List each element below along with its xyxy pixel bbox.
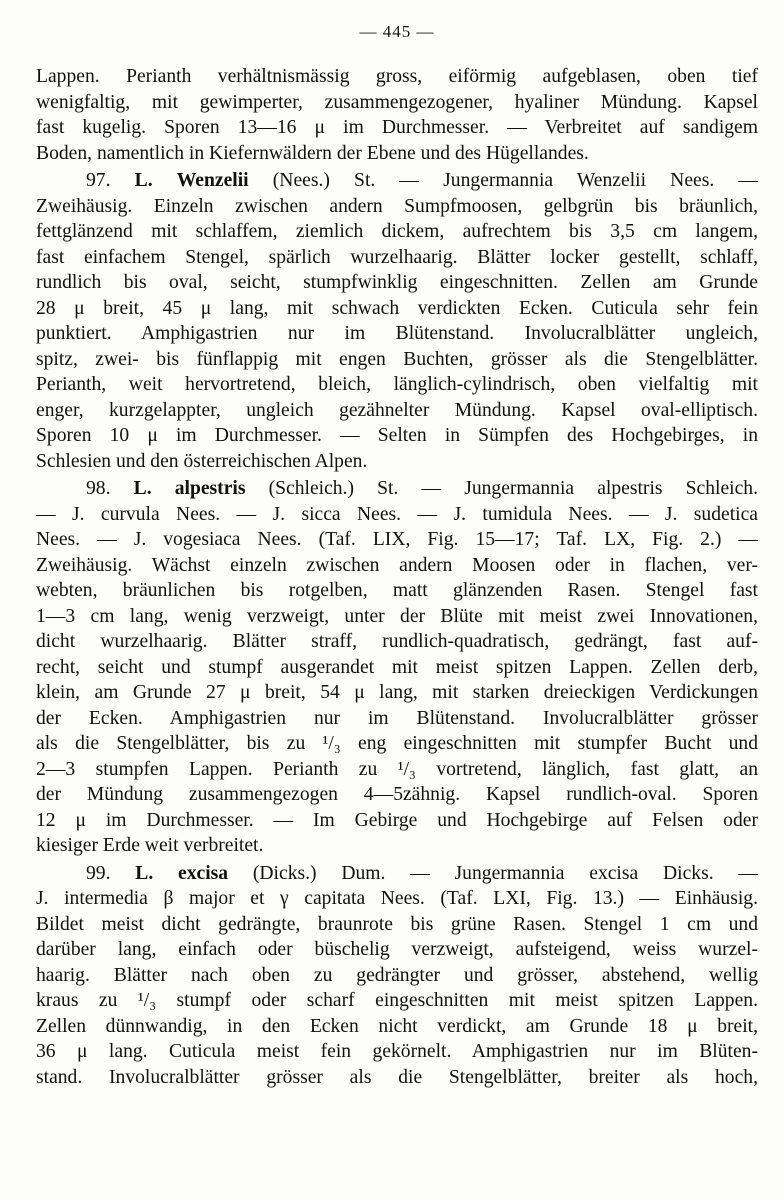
text-line: 28 μ breit, 45 μ lang, mit schwach verdickten Ecken. Cuticula sehr fein <box>36 297 758 319</box>
species-heading-line <box>36 168 758 194</box>
text-line: 2—3 stumpfen Lappen. Perianth zu ¹/₃ vortretend, länglich, fast glatt, an <box>36 758 758 780</box>
genus-abbrev: L. <box>135 862 154 884</box>
paragraph-continuation <box>36 64 758 166</box>
entry-number: 99. <box>86 862 111 884</box>
text-line: klein, am Grunde 27 μ breit, 54 μ lang, mit starken dreieckigen Verdickungen <box>36 682 758 703</box>
text-line: webten, bräunlichen bis rotgelben, matt glänzenden Rasen. Stengel fast <box>36 580 758 601</box>
text-line: Zellen dünnwandig, in den Ecken nicht verdickt, am Grunde 18 μ breit, <box>36 1015 758 1037</box>
text-line: punktiert. Amphigastrien nur im Blütenstand. Involucralblätter ungleich, <box>36 323 758 344</box>
synonym-text: (Nees.) St. — Jungermannia Wenzelii Nees. — <box>272 170 758 191</box>
text-line: fast einfachem Stengel, spärlich wurzelhaarig. Blätter locker gestellt, schlaff, <box>36 246 758 268</box>
species-name: excisa <box>178 862 229 884</box>
species-heading-line <box>36 476 758 502</box>
text-line: der Ecken. Amphigastrien nur im Blütenstand. Involucralblätter grösser <box>36 707 758 729</box>
entry-number: 97. <box>86 170 111 191</box>
synonym-text: (Dicks.) Dum. — Jungermannia excisa Dicks. — <box>252 862 758 884</box>
text-line: dicht wurzelhaarig. Blätter straff, rundlich-quadratisch, gedrängt, fast auf- <box>36 631 758 652</box>
genus-abbrev: L. <box>134 170 153 191</box>
text-line: darüber lang, einfach oder büschelig verzweigt, aufsteigend, weiss wurzel- <box>36 939 758 960</box>
text-line: enger, kurzgelappter, ungleich gezähnelter Mündung. Kapsel oval-elliptisch. <box>36 399 758 421</box>
text-line: J. intermedia β major et γ capitata Nees. (Taf. LXI, Fig. 13.) — Einhäusig. <box>36 888 758 909</box>
text-line: Lappen. Perianth verhältnismässig gross, eiförmig aufgeblasen, oben tief <box>36 66 758 87</box>
text-line: 12 μ im Durchmesser. — Im Gebirge und Hochgebirge auf Felsen oder <box>36 809 758 831</box>
text-line: — J. curvula Nees. — J. sicca Nees. — J. tumidula Nees. — J. sudetica <box>36 503 758 525</box>
species-entry-99 <box>36 861 758 1091</box>
genus-abbrev: L. <box>133 478 152 499</box>
text-line: Schlesien und den österreichischen Alpen. <box>36 450 368 472</box>
text-line: 36 μ lang. Cuticula meist fein gekörnelt. Amphigastrien nur im Blüten- <box>36 1041 758 1062</box>
text-line: fettglänzend mit schlaffem, ziemlich dickem, aufrechtem bis 3,5 cm langem, <box>36 221 758 242</box>
text-line: Sporen 10 μ im Durchmesser. — Selten in Sümpfen des Hochgebirges, in <box>36 425 758 446</box>
text-line: wenigfaltig, mit gewimperter, zusammengezogener, hyaliner Mündung. Kapsel <box>36 91 758 113</box>
page-body <box>36 64 758 1090</box>
text-line: Bildet meist dicht gedrängte, braunrote bis grüne Rasen. Stengel 1 cm und <box>36 913 758 935</box>
entry-number: 98. <box>86 478 111 499</box>
text-line: Zweihäusig. Wächst einzeln zwischen andern Moosen oder in flachen, ver- <box>36 554 758 576</box>
text-line: 1—3 cm lang, wenig verzweigt, unter der Blüte mit meist zwei Innovationen, <box>36 605 758 627</box>
text-line: kiesiger Erde weit verbreitet. <box>36 835 264 856</box>
text-line: spitz, zwei- bis fünflappig mit engen Buchten, grösser als die Stengelblätter. <box>36 348 758 370</box>
text-line: stand. Involucralblätter grösser als die Stengelblätter, breiter als hoch, <box>36 1066 758 1088</box>
text-line: als die Stengelblätter, bis zu ¹/₃ eng eingeschnitten mit stumpfer Bucht und <box>36 733 758 754</box>
species-heading-line <box>36 861 758 887</box>
text-line: kraus zu ¹/₃ stumpf oder scharf eingeschnitten mit meist spitzen Lappen. <box>36 990 758 1011</box>
text-line: der Mündung zusammengezogen 4—5zähnig. Kapsel rundlich-oval. Sporen <box>36 784 758 805</box>
text-line: haarig. Blätter nach oben zu gedrängter und grösser, abstehend, wellig <box>36 964 758 986</box>
synonym-text: (Schleich.) St. — Jungermannia alpestris Schleich. <box>268 478 758 499</box>
species-entry-98 <box>36 476 758 859</box>
species-name: Wenzelii <box>176 170 249 191</box>
species-entry-97 <box>36 168 758 474</box>
text-line: recht, seicht und stumpf ausgerandet mit meist spitzen Lappen. Zellen derb, <box>36 656 758 678</box>
text-line: fast kugelig. Sporen 13—16 μ im Durchmesser. — Verbreitet auf sandigem <box>36 117 758 138</box>
species-name: alpestris <box>174 478 246 499</box>
text-line: Perianth, weit hervortretend, bleich, länglich-cylindrisch, oben vielfaltig mit <box>36 374 758 395</box>
text-line: Nees. — J. vogesiaca Nees. (Taf. LIX, Fig. 15—17; Taf. LX, Fig. 2.) — <box>36 529 758 550</box>
text-line: rundlich bis oval, seicht, stumpfwinklig eingeschnitten. Zellen am Grunde <box>36 272 758 293</box>
text-line: Boden, namentlich in Kiefernwäldern der Ebene und des Hügellandes. <box>36 142 589 164</box>
page-number: — 445 — <box>359 22 435 41</box>
text-line: Zweihäusig. Einzeln zwischen andern Sumpfmoosen, gelbgrün bis bräunlich, <box>36 195 758 217</box>
